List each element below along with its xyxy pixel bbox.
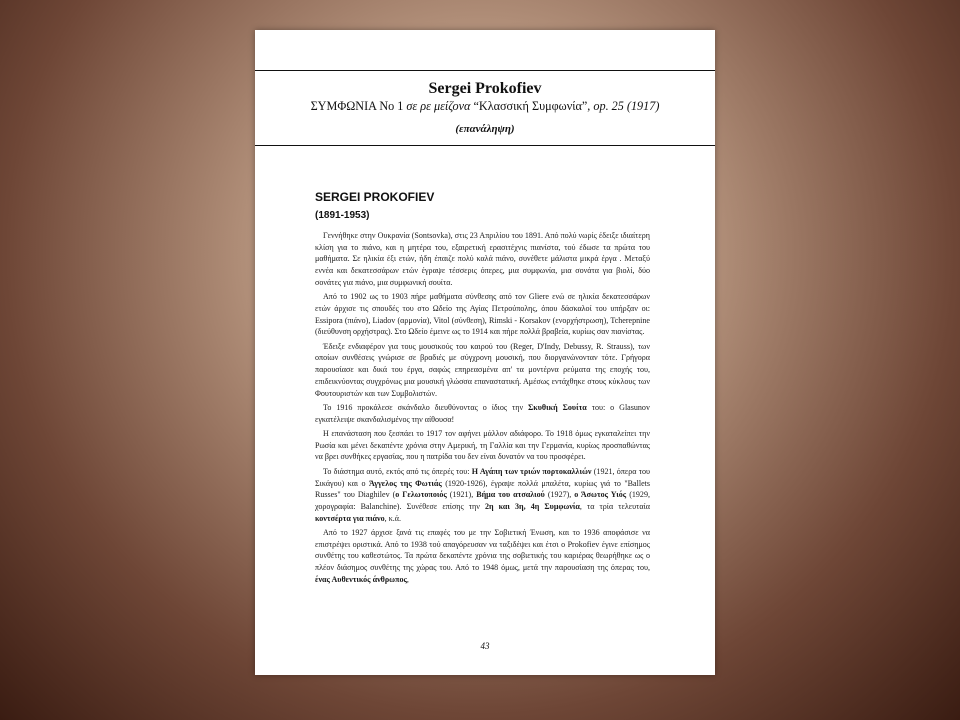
repeat-note: (επανάληψη) [455,123,515,135]
p6-text-c: (1921, όπερα του Σικάγου) και ο [315,466,650,488]
header-top-rule [255,70,715,71]
paragraph-7 [315,527,650,586]
p6-text-a: Το διάστημα αυτό, εκτός από τις όπερές του: [323,466,472,476]
paragraph-4 [315,402,650,425]
fiery-angel: Άγγελος της Φωτιάς [368,478,442,488]
steel-step: Βήμα του ατσαλιού [476,490,545,500]
p6-text-m: , τα τρία τελευταία [579,501,650,511]
p4-text-c: του: ο Glasunov εγκατέλειψε σκανδαλισμένος την αίθουσα! [315,402,650,424]
p6-text-e: (1920-1926), έγραψε πολλά μπαλέτα, κυρίως γιά το "Ballets Russes" του Diaghilev ( [315,478,651,500]
paragraph-5: Η επανάσταση που ξεσπάει το 1917 τον αφήνει μάλλον αδιάφορο. Το 1918 όμως εγκαταλείπει την Ρωσία και μένει δεκαπέντε χρόνια στην Αμερική, τη Γαλλία και την Γερμανία, κυρίως προσπαθώντας να βρει συνθήκες εργασίας, που η πατρίδα του δεν είναι δυνατόν να του προσφέρει. [315,429,650,462]
piano-concertos: κοντσέρτα για πιάνο [315,513,385,523]
p7-text-a: Από το 1927 άρχισε ξανά τις επαφές του με την Σοβιετική Ένωση, και το 1936 αποφάσισε να επιστρέψει οριστικά. Από το 1938 τού απαγόρευσαν να ταξιδέψει και έτσι ο Prokofiev έγινε επίσημος συνθέτης του καθεστώτος. Τα πρώτα δεκαπέντε χρόνια της σοβιετικής του καριέρας θεωρήθηκε ως ο πλέον διάσημος συνθέτης της χώρας του. Από το 1948 όμως, μετά την παρουσίαση της όπερας του, [315,528,650,573]
scythian-suite: Σκυθική Σουίτα [528,402,587,412]
p6-text-k: (1929, χορογραφία: Balanchine). Συνέθεσε επίσης την [315,490,650,511]
work-title [255,99,715,114]
p6-text-g: (1921), [446,490,477,500]
p6-text-o: , κ.ά. [384,513,401,523]
article-years: (1891-1953) [315,210,370,221]
prodigal-son: ο Άσωτος Υιός [574,490,627,500]
composer-heading: Sergei Prokofiev [428,80,542,97]
paragraph-6 [315,466,650,525]
symphonies-2-3-4: 2η και 3η, 4η Συμφωνία [484,501,580,511]
header-bottom-rule [255,145,715,146]
p7-text-c: , [406,574,409,584]
the-buffoon: ο Γελωτοποιός [395,490,447,500]
document-page [255,30,715,675]
article-body [315,230,650,588]
article-title: SERGEI PROKOFIEV [315,190,435,204]
work-title-part1: ΣΥΜΦΩΝΙΑ No 1 [310,99,407,113]
work-key: σε ρε μείζονα [406,99,471,113]
work-opus: op. 25 (1917) [593,99,660,113]
p6-text-i: (1927), [544,490,575,500]
p4-text-a: Το 1916 προκάλεσε σκάνδαλο διευθύνοντας ο ίδιος την [323,402,529,412]
work-title-part2: “Κλασσική Συμφωνία”, [470,99,594,113]
story-real-man: ένας Αυθεντικός άνθρωπος [315,574,407,584]
paragraph-2: Από το 1902 ως το 1903 πήρε μαθήματα σύνθεσης από τον Gliere ενώ σε ηλικία δεκατεσσάρων ετών άρχισε τις σπουδές του στο Ωδείο της Αγίας Πετρούπολης, όπου δάσκαλοί του υπήρξαν οι: Essipora (πιάνο), Liadov (αρμονία), Vitol (σύνθεση), Rimski - Korsakov (ενορχήστρωση), Tcherepnine (διεύθυνση ορχήστρας). Στο Ωδείο έμεινε ως το 1914 και πήρε πολλά βραβεία, κυρίως σαν πιανίστας. [315,292,650,337]
paragraph-1: Γεννήθηκε στην Ουκρανία (Sontsovka), στις 23 Απριλίου του 1891. Από πολύ νωρίς έδειξε ιδιαίτερη κλίση για το πιάνο, και η μητέρα του, εξαιρετική ερασιτέχνις πιανίστα, τού έδωσε τα πρώτα του μαθήματα. Σε ηλικία έξι ετών, ήδη έπαιζε πολύ καλά πιάνο, συνέθετε μάλιστα μικρά έργα . Μεταξύ εννέα και δεκατεσσάρων ετών έγραψε τέσσερις όπερες, μια συμφωνία, μια σονάτα για βιολί, δύο σονάτες για πιάνο, μια συμφωνική σουίτα. [315,231,650,287]
page-number: 43 [480,641,490,651]
love-three-oranges: Η Αγάπη των τριών πορτοκαλλιών [471,466,592,476]
paragraph-3: Έδειξε ενδιαφέρον για τους μουσικούς του καιρού του (Reger, D'Indy, Debussy, R. Strauss), των οποίων συνθέσεις γνώρισε σε βραδιές με σύγχρονη μουσική, που διοργανώνονταν τότε. Γρήγορα παρουσίασε και δικά του έργα, σαφώς επηρεασμένα απ' τα μοντέρνα ρεύματα της εποχής του, επιδεικνύοντας συγχρόνως μια μουσική γλώσσα επαναστατική. Αμέσως εντάχθηκε στους κύκλους των Φουτουριστών και των Συμβολιστών. [315,341,650,398]
